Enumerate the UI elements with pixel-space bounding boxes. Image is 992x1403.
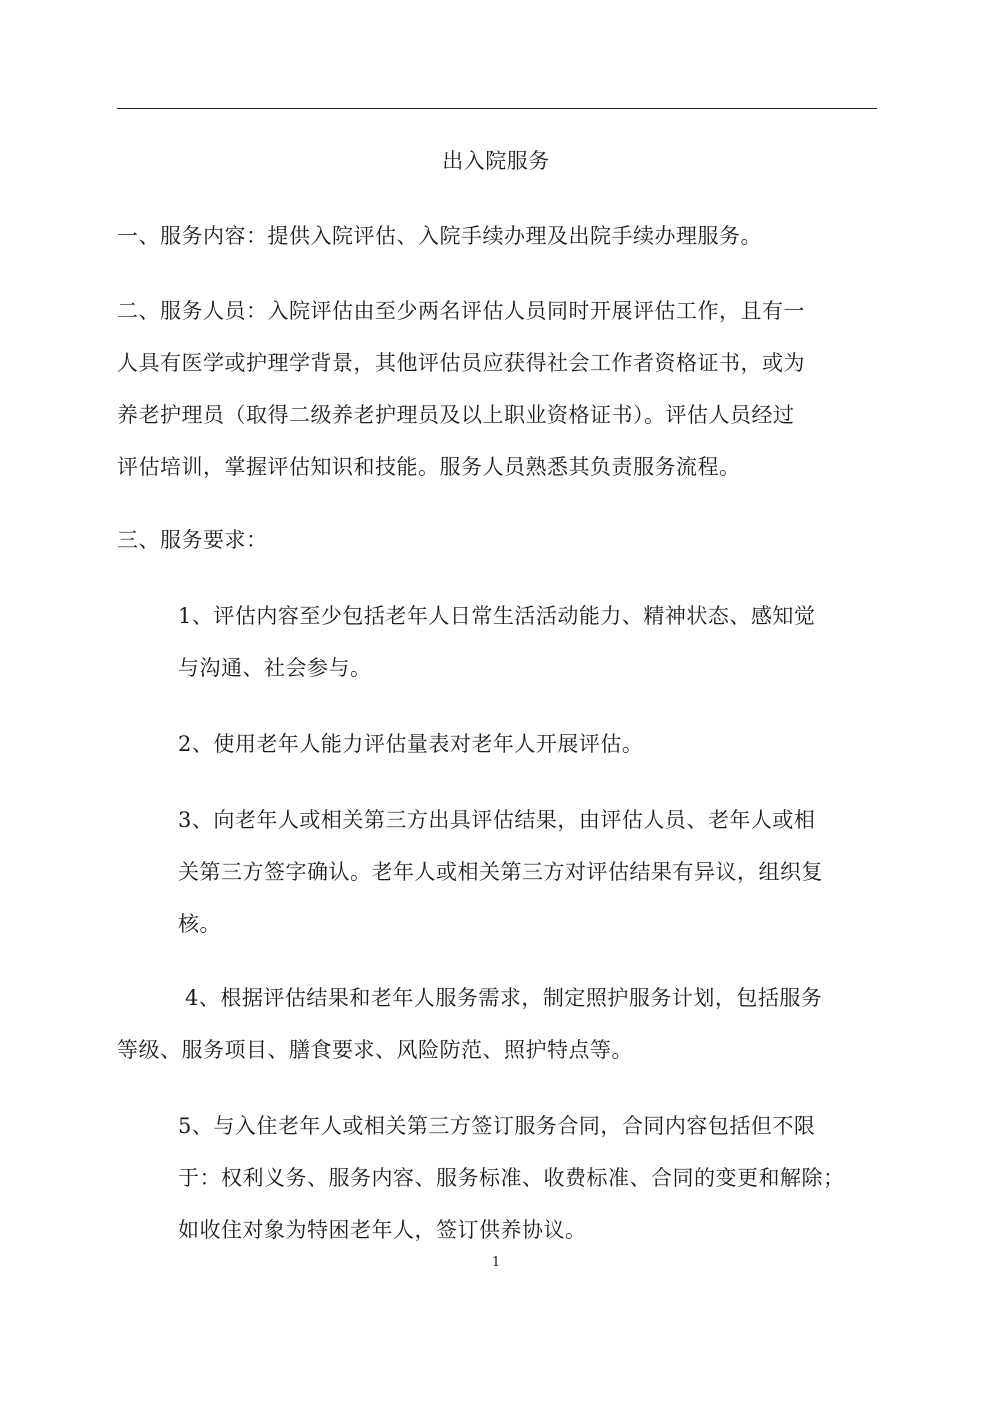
requirement-item-5 bbox=[178, 1100, 845, 1256]
section-service-content bbox=[117, 210, 762, 262]
requirement-item-2 bbox=[178, 718, 643, 770]
paragraph-line: 关第三方签字确认。老年人或相关第三方对评估结果有异议，组织复 bbox=[178, 860, 823, 884]
paragraph-line: 评估培训，掌握评估知识和技能。服务人员熟悉其负责服务流程。 bbox=[117, 455, 741, 479]
paragraph-line: 于：权利义务、服务内容、服务标准、收费标准、合同的变更和解除； bbox=[178, 1166, 845, 1190]
paragraph-line: 2、使用老年人能力评估量表对老年人开展评估。 bbox=[178, 732, 644, 756]
requirement-item-3 bbox=[178, 794, 823, 950]
section-service-staff bbox=[117, 285, 805, 493]
paragraph-line: 如收住对象为特困老年人，签订供养协议。 bbox=[178, 1218, 587, 1242]
paragraph-line: 等级、服务项目、膳食要求、风险防范、照护特点等。 bbox=[117, 1038, 633, 1062]
paragraph-line: 3、向老年人或相关第三方出具评估结果，由评估人员、老年人或相 bbox=[178, 808, 816, 832]
page-title: 出入院服务 bbox=[442, 149, 550, 173]
paragraph-line: 一、服务内容：提供入院评估、入院手续办理及出院手续办理服务。 bbox=[117, 224, 762, 248]
page-number: 1 bbox=[491, 1255, 501, 1270]
paragraph-line: 1、评估内容至少包括老年人日常生活活动能力、精神状态、感知觉 bbox=[178, 604, 816, 628]
paragraph-line: 养老护理员（取得二级养老护理员及以上职业资格证书）。评估人员经过 bbox=[117, 403, 795, 427]
requirement-item-4 bbox=[117, 972, 822, 1076]
paragraph-line: 二、服务人员：入院评估由至少两名评估人员同时开展评估工作，且有一 bbox=[117, 299, 805, 323]
paragraph-line: 4、根据评估结果和老年人服务需求，制定照护服务计划，包括服务 bbox=[185, 986, 823, 1010]
paragraph-line: 与沟通、社会参与。 bbox=[178, 656, 372, 680]
paragraph-line: 5、与入住老年人或相关第三方签订服务合同，合同内容包括但不限 bbox=[178, 1114, 816, 1138]
paragraph-line: 三、服务要求： bbox=[117, 528, 268, 552]
section-service-requirements bbox=[117, 514, 268, 566]
header-rule bbox=[117, 108, 877, 109]
requirement-item-1 bbox=[178, 590, 815, 694]
paragraph-line: 人具有医学或护理学背景，其他评估员应获得社会工作者资格证书，或为 bbox=[117, 351, 805, 375]
paragraph-line: 核。 bbox=[178, 912, 221, 936]
